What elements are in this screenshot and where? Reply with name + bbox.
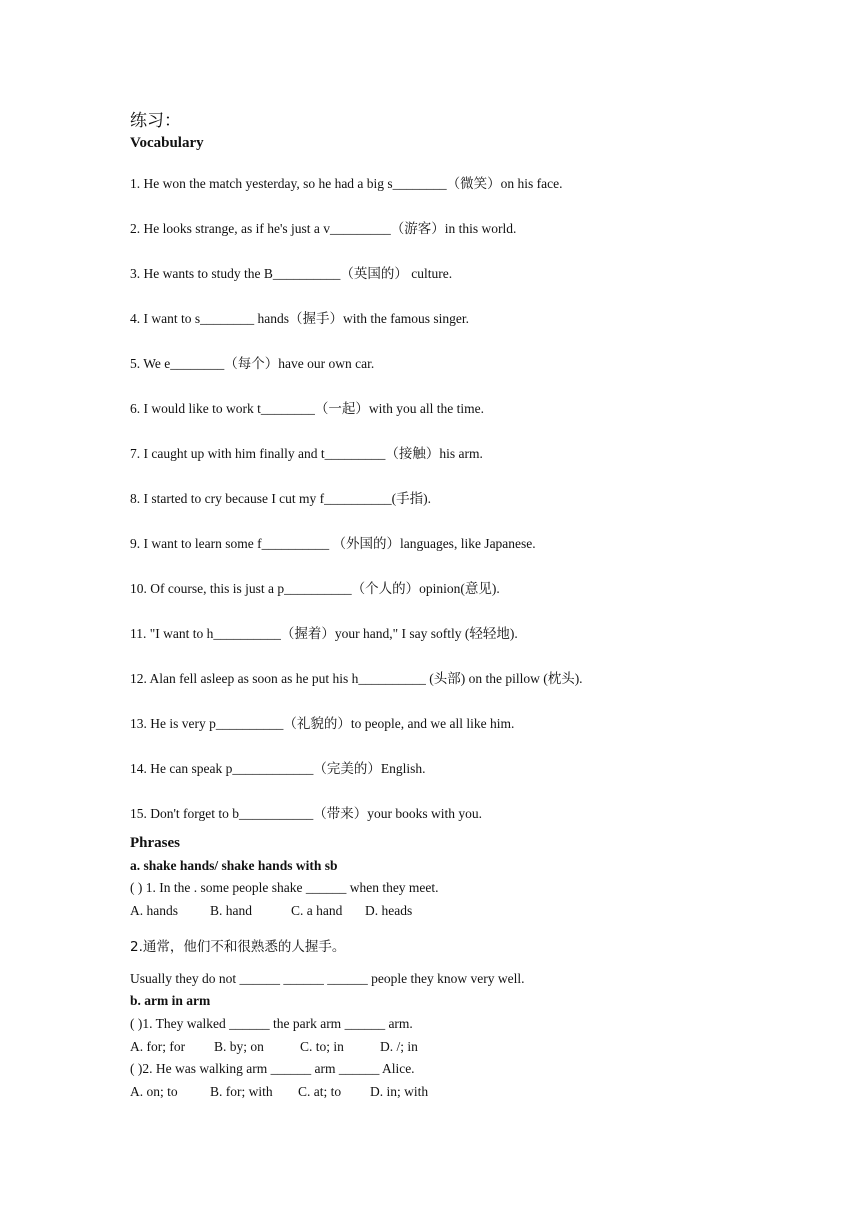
phrase-b-q1-options (130, 1039, 418, 1055)
option-b: B. hand (210, 903, 252, 918)
vocab-item: 13. He is very p__________（礼貌的）to people, and we all like him. (130, 716, 515, 731)
vocab-item: 5. We e________（每个）have our own car. (130, 356, 375, 371)
phrase-a-question-2: 2.通常，他们不和很熟悉的人握手。 (130, 939, 346, 955)
option-d: D. in; with (370, 1084, 429, 1099)
option-d: D. /; in (380, 1039, 418, 1054)
option-a: A. on; to (130, 1084, 178, 1099)
option-c: C. to; in (300, 1039, 344, 1054)
vocabulary-heading: Vocabulary (130, 135, 204, 151)
vocab-item: 3. He wants to study the B__________（英国的） culture. (130, 266, 453, 281)
option-b: B. for; with (210, 1084, 273, 1099)
phrase-b-q2-options (130, 1084, 428, 1100)
vocab-item: 15. Don't forget to b___________（带来）your books with you. (130, 806, 483, 821)
option-d: D. heads (365, 903, 413, 918)
option-b: B. by; on (214, 1039, 264, 1054)
vocab-item: 11. "I want to h__________（握着）your hand," I say softly (轻轻地). (130, 626, 518, 641)
vocab-item: 2. He looks strange, as if he's just a v_________（游客）in this world. (130, 221, 517, 236)
option-a: A. hands (130, 903, 178, 918)
phrase-a-q1-options (130, 903, 412, 919)
option-a: A. for; for (130, 1039, 186, 1054)
phrase-a-question-2-answer: Usually they do not ______ ______ ______ people they know very well. (130, 971, 525, 986)
option-c: C. at; to (298, 1084, 342, 1099)
page-title: 练习： (130, 111, 181, 131)
vocab-item: 7. I caught up with him finally and t_________（接触）his arm. (130, 446, 483, 461)
vocab-item: 8. I started to cry because I cut my f__________(手指). (130, 491, 432, 506)
vocab-item: 12. Alan fell asleep as soon as he put his h__________ (头部) on the pillow (枕头). (130, 671, 583, 686)
vocab-item: 6. I would like to work t________（一起）with you all the time. (130, 401, 484, 416)
phrase-b-heading: b. arm in arm (130, 993, 211, 1008)
vocab-item: 1. He won the match yesterday, so he had a big s________（微笑）on his face. (130, 176, 563, 191)
vocab-item: 4. I want to s________ hands（握手）with the famous singer. (130, 311, 469, 326)
vocab-item: 9. I want to learn some f__________ （外国的）languages, like Japanese. (130, 536, 536, 551)
vocab-item: 14. He can speak p____________（完美的）English. (130, 761, 426, 776)
phrases-heading: Phrases (130, 835, 180, 851)
phrase-a-heading: a. shake hands/ shake hands with sb (130, 858, 338, 873)
vocab-item: 10. Of course, this is just a p__________（个人的）opinion(意见). (130, 581, 500, 596)
phrase-a-question-1: ( ) 1. In the . some people shake ______ when they meet. (130, 880, 439, 895)
phrase-b-question-2: ( )2. He was walking arm ______ arm ______ Alice. (130, 1061, 415, 1076)
option-c: C. a hand (291, 903, 343, 918)
phrase-b-question-1: ( )1. They walked ______ the park arm ______ arm. (130, 1016, 413, 1031)
